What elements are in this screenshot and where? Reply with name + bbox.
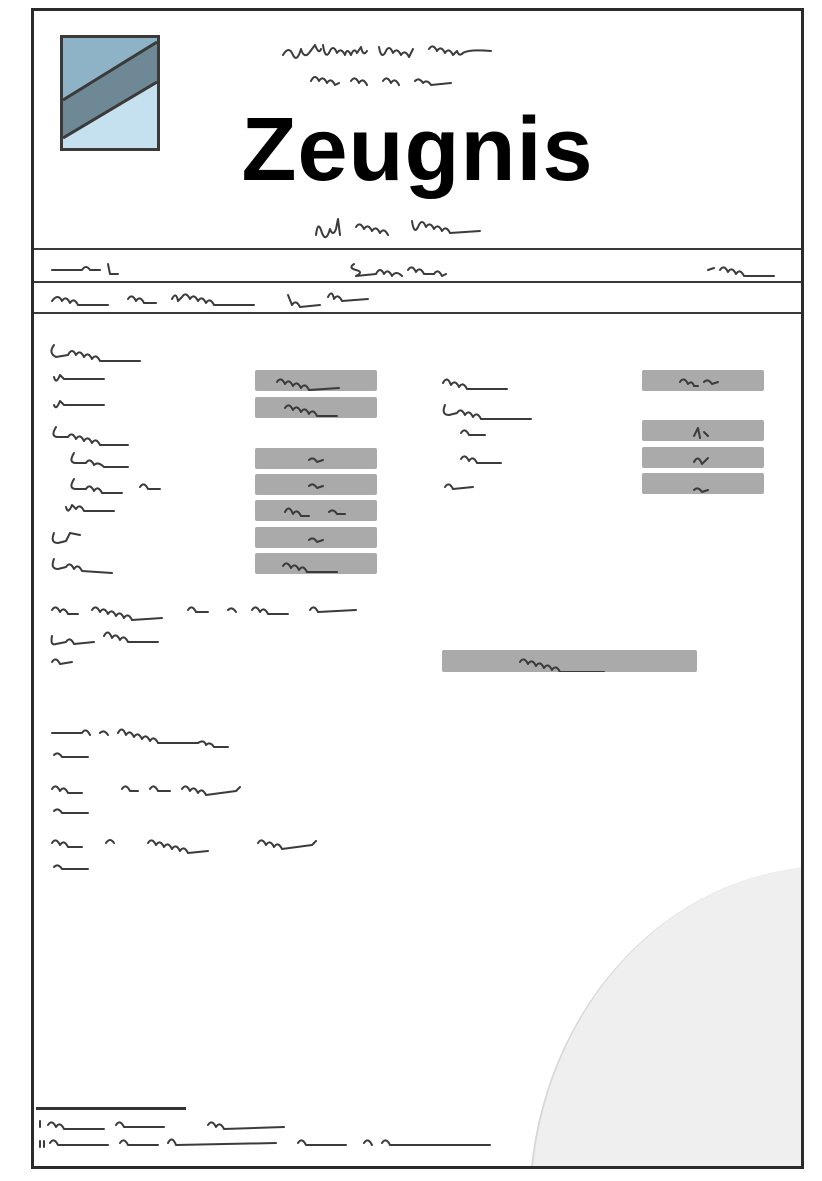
student-info-scribble	[48, 287, 488, 311]
header-divider-mid	[34, 281, 801, 283]
footnotes-scribble	[38, 1117, 508, 1153]
grades-labels-right	[439, 371, 579, 501]
header-divider-bottom	[34, 312, 801, 314]
signatures-scribble	[48, 719, 408, 879]
remarks-scribble	[48, 596, 468, 666]
school-name-scribble	[279, 41, 559, 97]
subtitle-scribble	[312, 213, 527, 243]
document-title: Zeugnis	[241, 100, 594, 200]
certificate-sheet	[31, 8, 804, 1169]
class-info-scribble	[48, 256, 788, 280]
grade-values-right	[642, 370, 764, 495]
header-divider-top	[34, 248, 801, 250]
remark-field-value	[442, 650, 697, 672]
grade-values-left	[255, 370, 377, 580]
footnote-separator	[36, 1107, 186, 1110]
grades-labels-left	[48, 341, 268, 581]
page-curl	[529, 866, 804, 1169]
